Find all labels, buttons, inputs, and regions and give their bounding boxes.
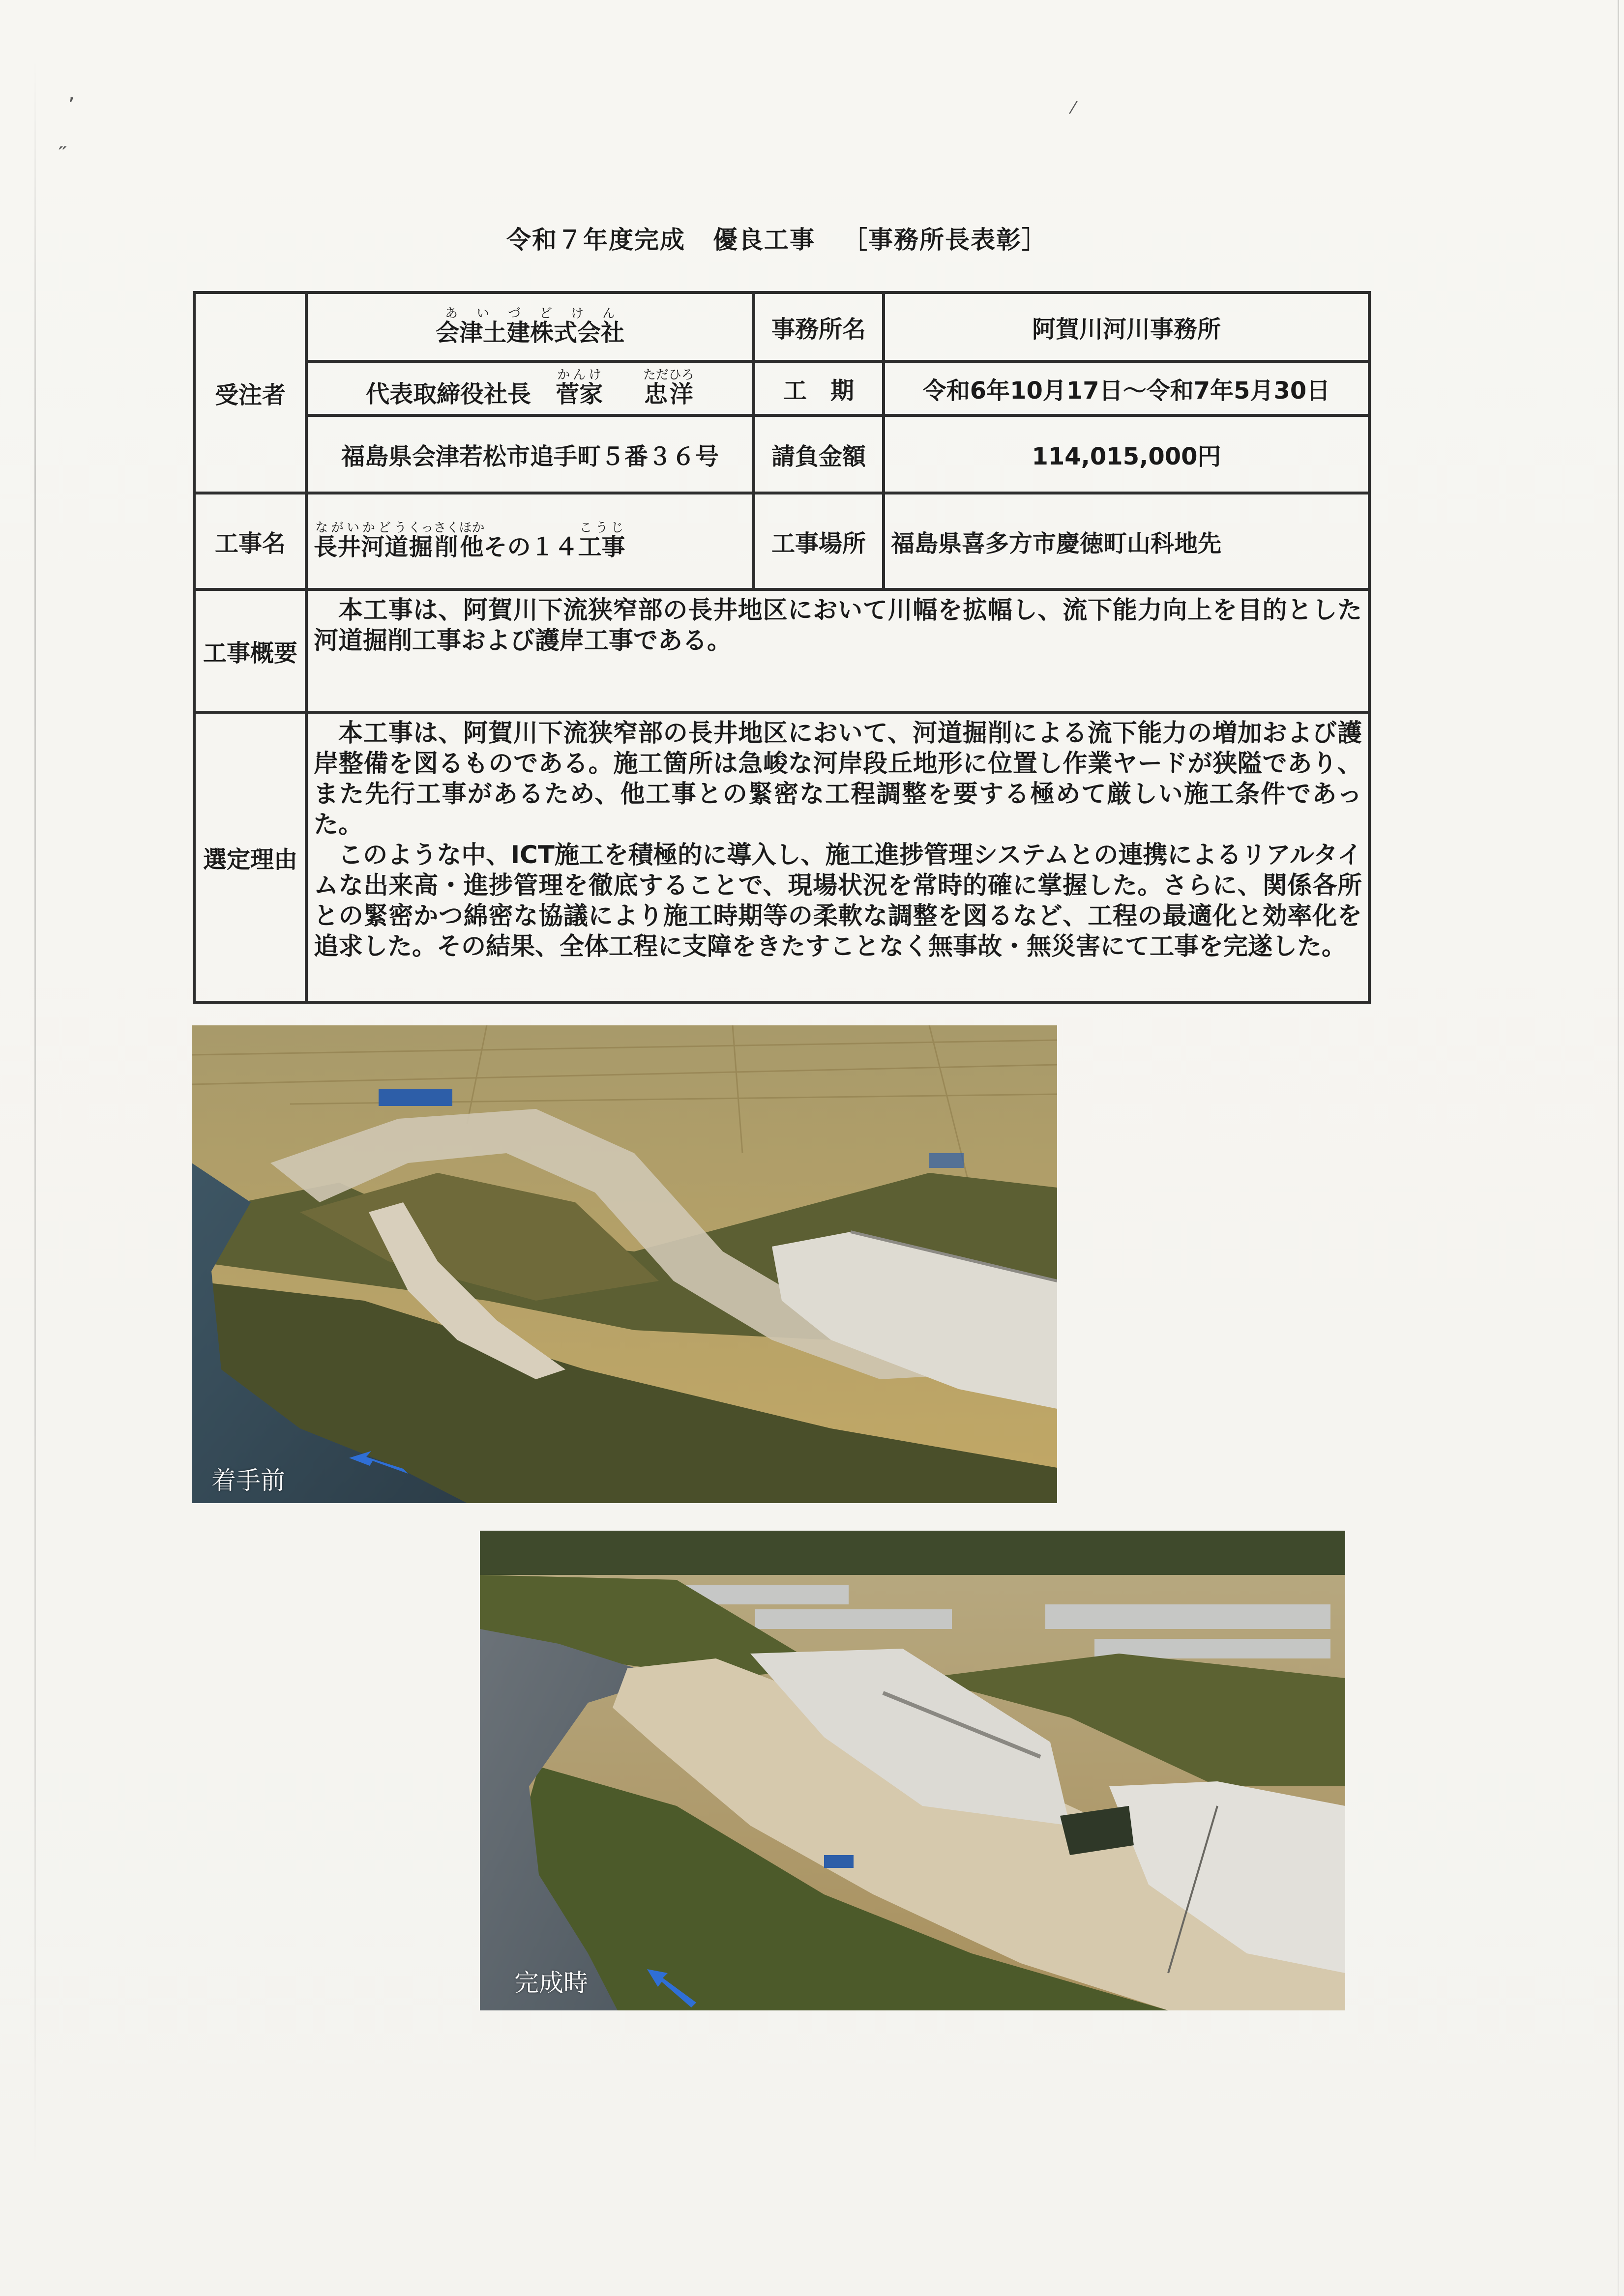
page-title: [506, 220, 1047, 256]
title-category: ［事務所長表彰］: [843, 226, 1047, 254]
scan-smudge: ʼ: [68, 93, 75, 118]
after-aerial-image: [480, 1531, 1345, 2010]
title-award: 優良工事: [713, 226, 815, 254]
after-label: 完成時: [514, 1969, 588, 1997]
amount-value: 114,015,000円: [884, 415, 1369, 493]
scan-smudge: ⁄: [1072, 98, 1075, 118]
period-value: 令和6年10月17日～令和7年5月30日: [884, 361, 1369, 415]
scan-edge-left: [34, 59, 36, 2173]
site-label: 工事場所: [754, 493, 884, 589]
office-value: 阿賀川河川事務所: [884, 292, 1369, 361]
before-label: 着手前: [211, 1466, 285, 1495]
reason-cell: [306, 712, 1369, 1002]
office-label: 事務所名: [754, 292, 884, 361]
before-aerial-image: [192, 1025, 1057, 1503]
after-construction-photo: [480, 1531, 1345, 2010]
company-name: 会津土建株式会社あいづどけん: [306, 292, 754, 361]
summary-cell: [306, 589, 1369, 712]
contractor-label: 受注者: [194, 292, 306, 493]
company-address: 福島県会津若松市追手町５番３６号: [306, 415, 754, 493]
summary-text: 本工事は、阿賀川下流狭窄部の長井地区において川幅を拡幅し、流下能力向上を目的とした河道掘削工事および護岸工事である。: [314, 596, 1362, 655]
reason-label: 選定理由: [194, 712, 306, 1002]
period-label: 工 期: [754, 361, 884, 415]
representative: 代表取締役社長 菅家かんけ 忠洋ただひろ: [306, 361, 754, 415]
work-name-label: 工事名: [194, 493, 306, 589]
summary-label: 工事概要: [194, 589, 306, 712]
title-year: 令和７年度完成: [506, 226, 685, 254]
award-info-table: [193, 291, 1371, 1004]
scan-smudge: ˶: [59, 133, 66, 158]
amount-label: 請負金額: [754, 415, 884, 493]
reason-paragraph-1: 本工事は、阿賀川下流狭窄部の長井地区において、河道掘削による流下能力の増加および護岸整備を図るものである。施工箇所は急峻な河岸段丘地形に位置し作業ヤードが狭隘であり、また先行工事があるため、他工事との緊密な工程調整を要する極めて厳しい施工条件であった。: [314, 719, 1362, 839]
scan-edge-right: [1618, 0, 1619, 2296]
before-construction-photo: [192, 1025, 1057, 1503]
work-name: 長井ながい河道かどう掘削くっさく他ほかその１４工事こうじ: [306, 493, 754, 589]
site-value: 福島県喜多方市慶徳町山科地先: [884, 493, 1369, 589]
reason-paragraph-2: このような中、ICT施工を積極的に導入し、施工進捗管理システムとの連携によるリアルタイムな出来高・進捗管理を徹底することで、現場状況を常時的確に掌握した。さらに、関係各所との緊密かつ綿密な協議により施工時期等の柔軟な調整を図るなど、工程の最適化と効率化を追求した。その結果、全体工程に支障をきたすことなく無事故・無災害にて工事を完遂した。: [314, 841, 1362, 960]
